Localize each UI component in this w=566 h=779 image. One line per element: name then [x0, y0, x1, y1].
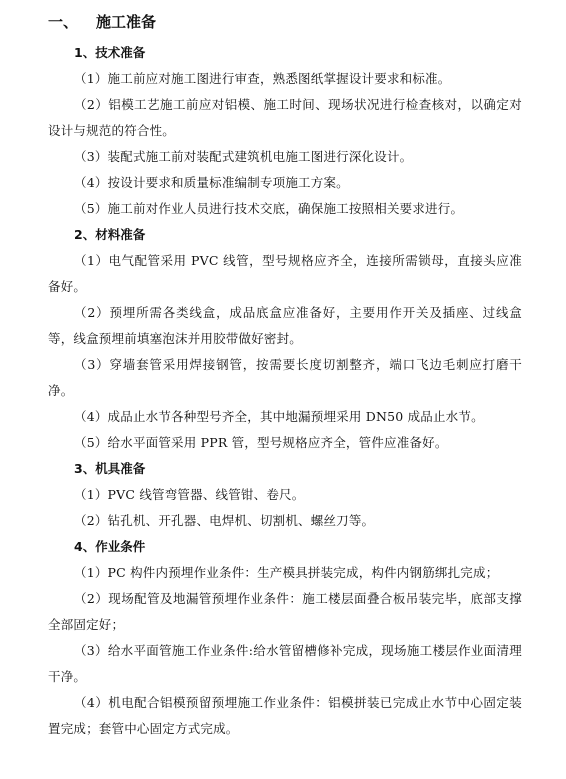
paragraph: （5）给水平面管采用 PPR 管，型号规格应齐全，管件应准备好。 [74, 435, 448, 450]
section-title: 4、作业条件 [74, 539, 146, 554]
section-tool-preparation [48, 456, 522, 534]
paragraph: （1）PC 构件内预埋作业条件：生产模具拼装完成，构件内钢筋绑扎完成； [74, 565, 499, 580]
section-material-preparation [48, 222, 522, 456]
section-work-conditions [48, 534, 522, 742]
paragraph: （5）施工前对作业人员进行技术交底，确保施工按照相关要求进行。 [74, 201, 464, 216]
section-title: 2、材料准备 [74, 227, 146, 242]
chapter-title-text: 施工准备 [96, 13, 157, 31]
chapter-number: 一、 [48, 13, 79, 31]
section-technical-preparation [48, 40, 522, 222]
paragraph: （2）预埋所需各类线盒，成品底盒应准备好，主要用作开关及插座、过线盒等，线盒预埋前填塞泡沫并用胶带做好密封。 [48, 305, 522, 346]
paragraph: （1）电气配管采用 PVC 线管，型号规格应齐全，连接所需锁母，直接头应准备好。 [48, 253, 522, 294]
paragraph: （1）施工前应对施工图进行审查，熟悉图纸掌握设计要求和标准。 [74, 71, 451, 86]
paragraph: （1）PVC 线管弯管器、线管钳、卷尺。 [74, 487, 305, 502]
paragraph: （4）按设计要求和质量标准编制专项施工方案。 [74, 175, 349, 190]
paragraph: （4）机电配合铝模预留预埋施工作业条件：铝模拼装已完成止水节中心固定装置完成；套管中心固定方式完成。 [48, 695, 522, 736]
paragraph: （3）穿墙套管采用焊接钢管，按需要长度切割整齐，端口飞边毛刺应打磨干净。 [48, 357, 522, 398]
section-title: 1、技术准备 [74, 45, 146, 60]
paragraph: （2）现场配管及地漏管预埋作业条件：施工楼层面叠合板吊装完毕，底部支撑全部固定好； [48, 591, 522, 632]
paragraph: （3）装配式施工前对装配式建筑机电施工图进行深化设计。 [74, 149, 413, 164]
paragraph: （4）成品止水节各种型号齐全，其中地漏预埋采用 DN50 成品止水节。 [74, 409, 484, 424]
paragraph: （2）铝模工艺施工前应对铝模、施工时间、现场状况进行检查核对，以确定对设计与规范的符合性。 [48, 97, 522, 138]
paragraph: （2）钻孔机、开孔器、电焊机、切割机、螺丝刀等。 [74, 513, 375, 528]
document-page [48, 12, 522, 742]
chapter-title [48, 12, 522, 34]
paragraph: （3）给水平面管施工作业条件:给水管留槽修补完成，现场施工楼层作业面清理干净。 [48, 643, 522, 684]
section-title: 3、机具准备 [74, 461, 146, 476]
